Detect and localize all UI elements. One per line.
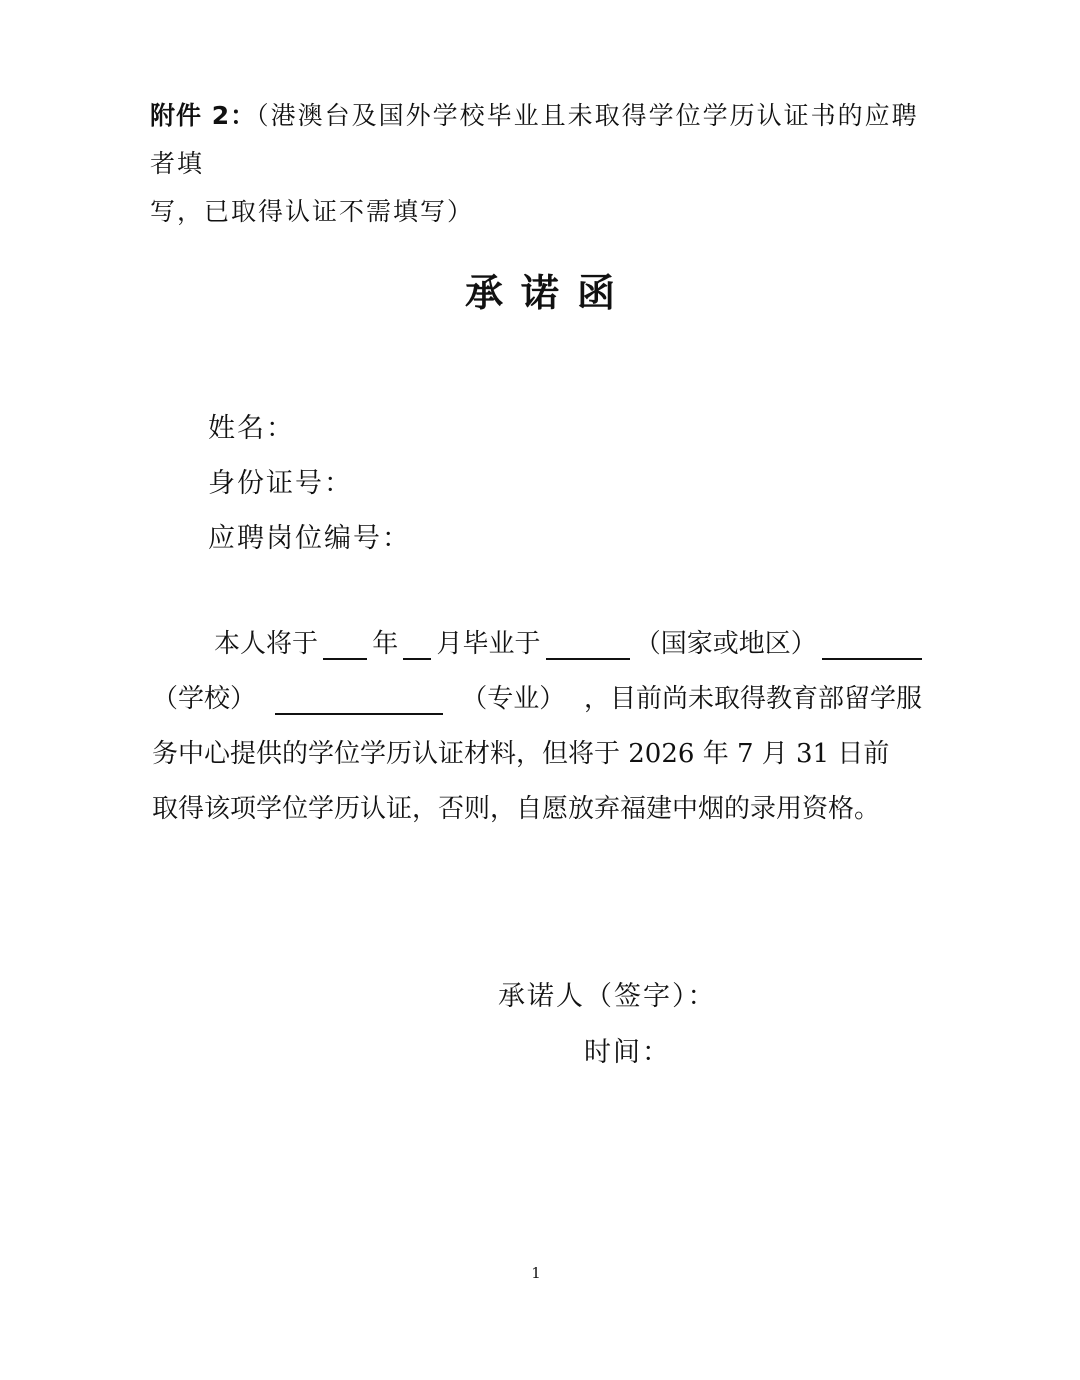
major-blank[interactable] [275, 683, 443, 715]
paragraph-line-1 [214, 624, 922, 664]
text-not-yet-obtained: ，目前尚未取得教育部留学服 [583, 684, 922, 714]
signer-label: 承诺人（签字）： [498, 981, 717, 1012]
time-label: 时间： [584, 1037, 671, 1068]
country-blank[interactable] [546, 628, 630, 660]
position-code-field-label: 应聘岗位编号： [208, 523, 411, 554]
year-blank[interactable] [323, 628, 367, 660]
text-major: （专业） [461, 684, 566, 714]
id-number-field-label: 身份证号： [208, 468, 353, 499]
attachment-note-line1: （港澳台及国外学校毕业且未取得学位学历认证书的应聘者填 [150, 101, 919, 178]
name-field-label: 姓名： [208, 413, 295, 444]
month-blank[interactable] [403, 628, 431, 660]
page-number: 1 [531, 1264, 541, 1282]
paragraph-line-4: 取得该项学位学历认证，否则，自愿放弃福建中烟的录用资格。 [152, 794, 881, 824]
attachment-note-line2: 写，已取得认证不需填写） [150, 197, 475, 226]
text-school: （学校） [152, 684, 257, 714]
text-year: 年 [372, 629, 399, 659]
attachment-note [150, 92, 930, 236]
text-month-graduate-from: 月毕业于 [436, 629, 541, 659]
page-title: 承诺函 [464, 271, 633, 315]
school-blank[interactable] [822, 628, 922, 660]
paragraph-line-2 [152, 679, 922, 719]
text-will-graduate: 本人将于 [214, 629, 319, 659]
text-country-or-region: （国家或地区） [634, 629, 817, 659]
attachment-label: 附件 2： [150, 101, 257, 130]
paragraph-line-3: 务中心提供的学位学历认证材料，但将于 2026 年 7 月 31 日前 [152, 739, 890, 769]
